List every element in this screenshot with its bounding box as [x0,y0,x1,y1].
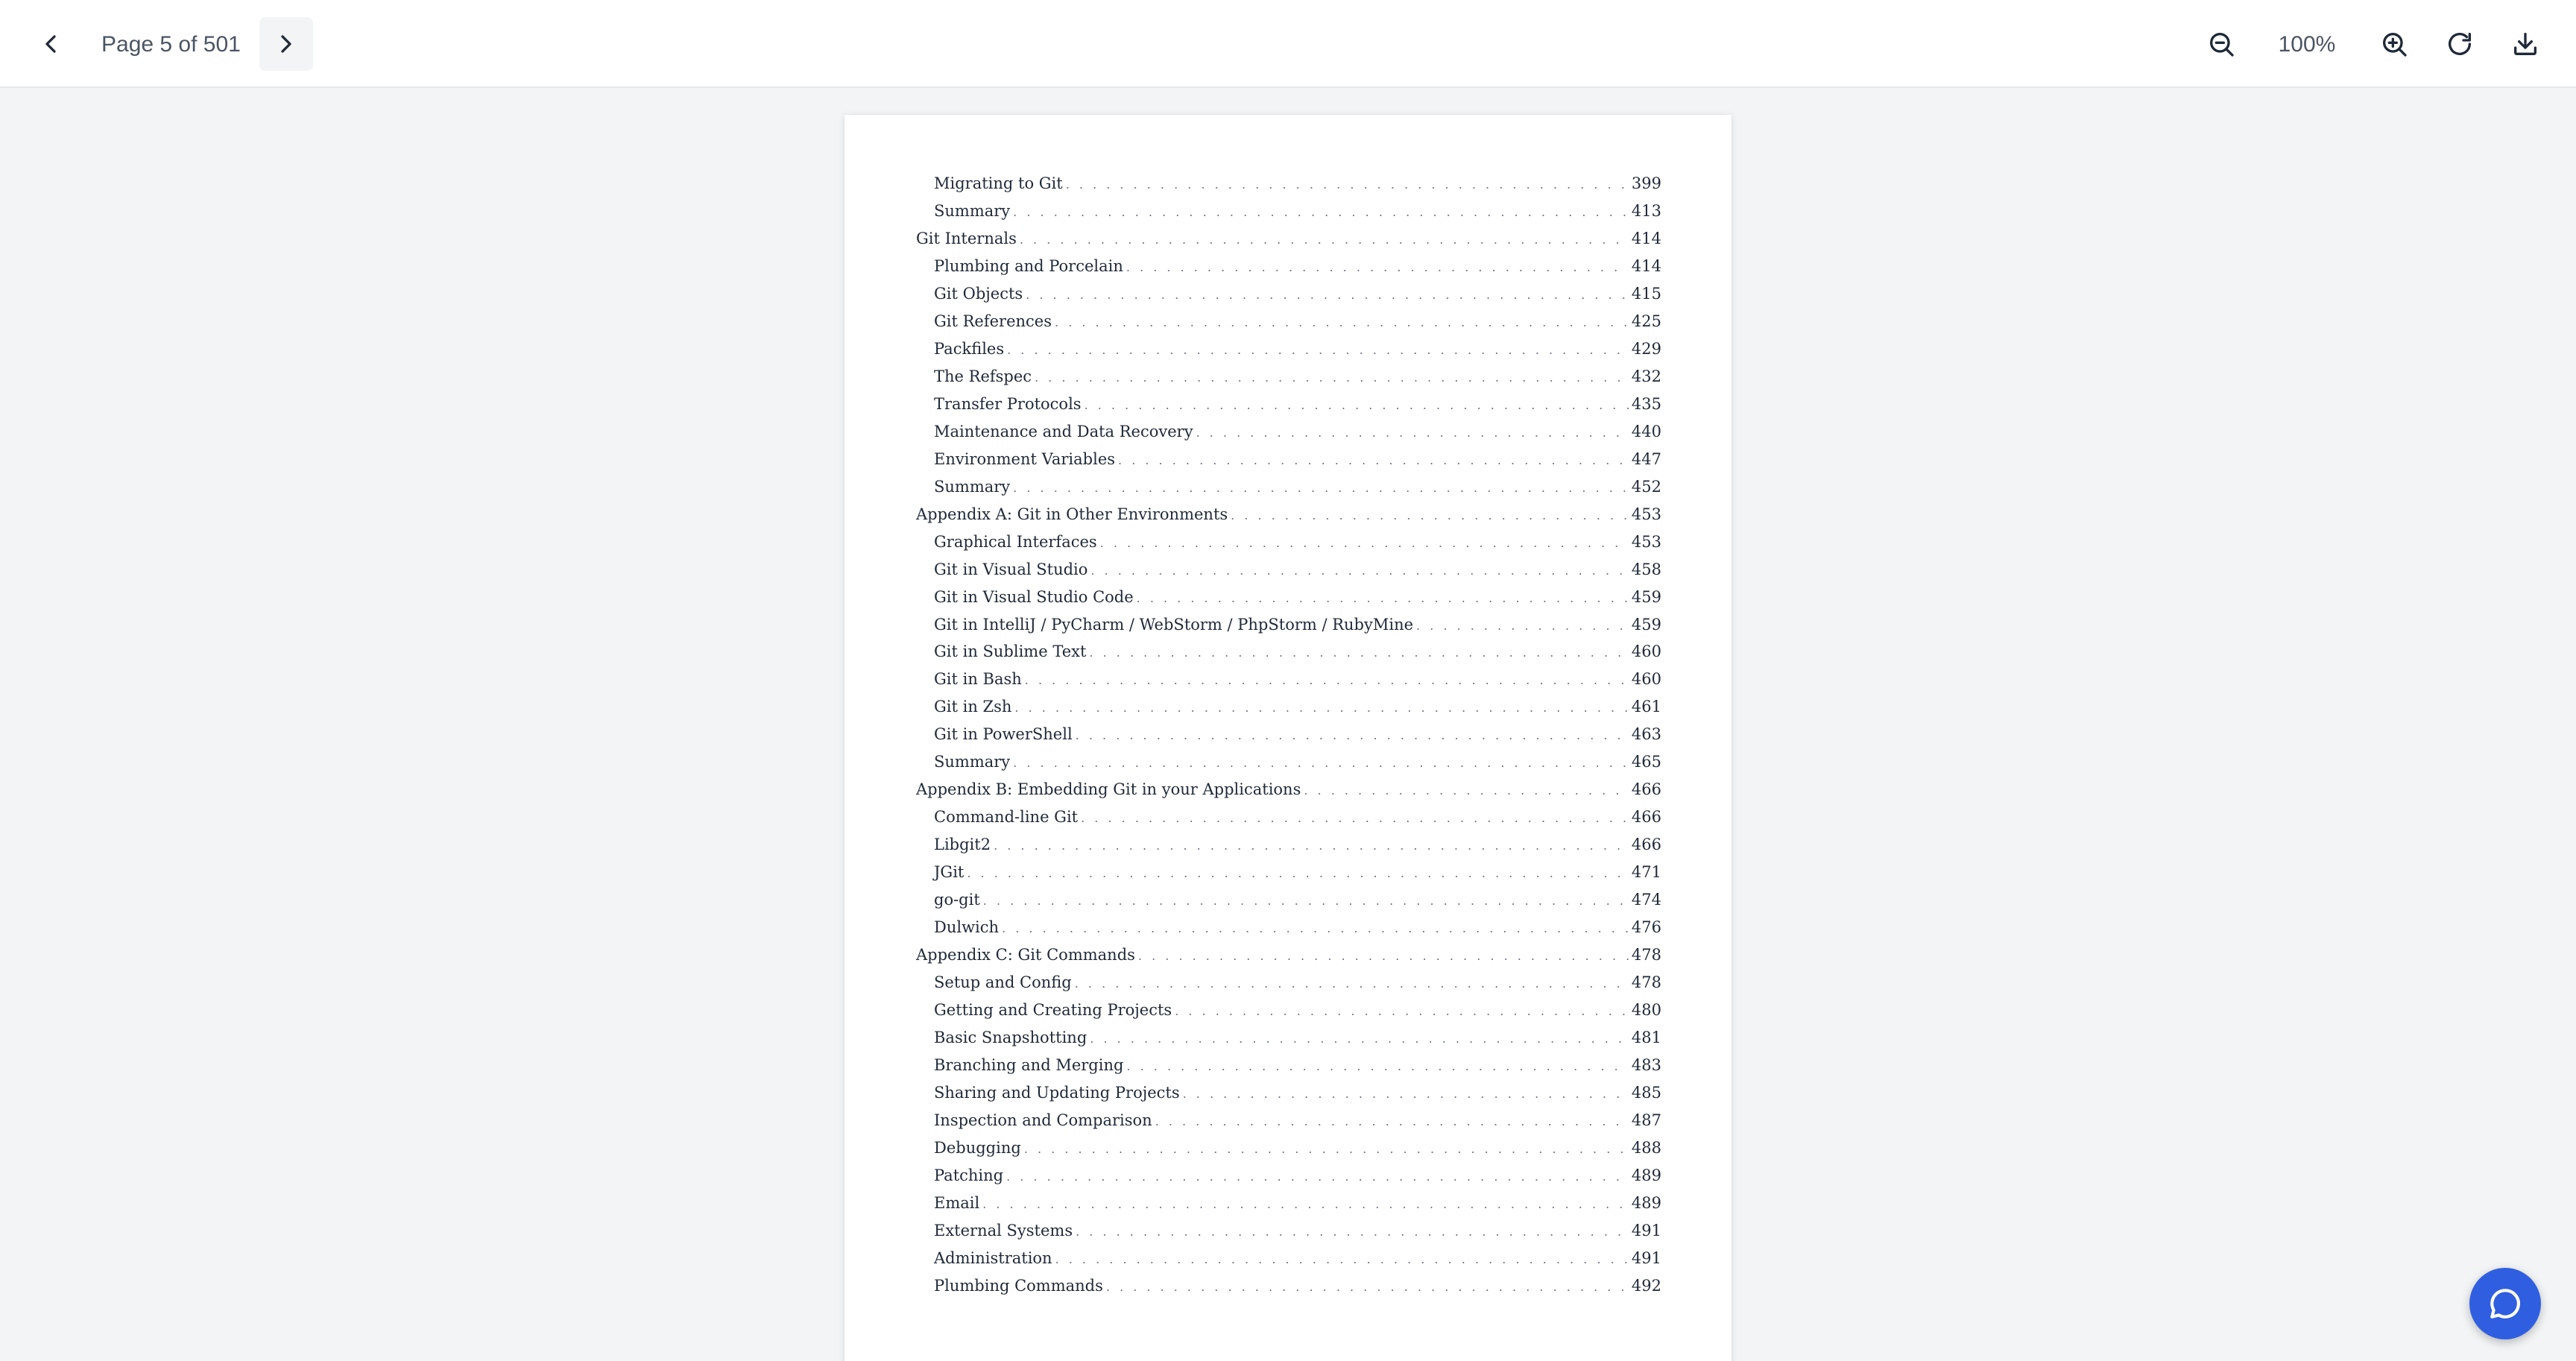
toc-leader-dots [1155,1108,1629,1136]
toc-leader-dots [1014,695,1628,722]
toc-leader-dots [1020,227,1629,254]
toc-entry-title: Packfiles [934,339,1005,358]
toc-entry-title: Git in Visual Studio Code [934,587,1134,606]
toc-entry-page: 399 [1631,174,1661,192]
toc-entry[interactable] [916,941,1661,969]
chevron-right-icon [271,29,301,59]
toc-entry-title: Dulwich [934,918,1000,937]
toc-leader-dots [1076,722,1629,750]
toc-entry-page: 461 [1631,698,1661,716]
toc-entry-page: 488 [1631,1138,1661,1157]
toc-entry-title: Administration [934,1248,1052,1267]
toc-entry-title: The Refspec [934,367,1032,385]
toc-entry-title: Git in Bash [934,670,1022,689]
toc-entry-title: Inspection and Comparison [934,1111,1152,1129]
pdf-toolbar [0,0,2576,88]
toc-entry[interactable] [916,1217,1661,1245]
toc-leader-dots [1002,915,1629,943]
toc-entry[interactable] [916,335,1661,363]
toc-entry-page: 480 [1631,1001,1661,1020]
toc-entry-title: Sharing and Updating Projects [934,1083,1180,1102]
pdf-page [845,115,1731,1361]
toc-entry[interactable] [916,666,1661,693]
toc-leader-dots [1066,171,1629,199]
toc-entry-page: 466 [1631,780,1661,799]
toc-entry-page: 458 [1631,560,1661,578]
toc-entry-title: Git in PowerShell [934,725,1073,744]
download-icon [2510,29,2540,59]
toc-leader-dots [1089,640,1628,667]
toc-entry[interactable] [916,501,1661,528]
toc-entry-title: Branching and Merging [934,1056,1124,1074]
toc-leader-dots [1090,1026,1629,1053]
toc-leader-dots [1231,502,1629,530]
toc-entry[interactable] [916,556,1661,584]
toc-entry[interactable] [916,253,1661,280]
toc-entry[interactable] [916,693,1661,721]
toc-entry-title: External Systems [934,1221,1073,1240]
toc-entry-title: Libgit2 [934,836,991,854]
toc-entry-page: 463 [1631,725,1661,744]
download-button[interactable] [2498,17,2552,71]
toc-entry-title: Summary [934,477,1011,496]
toc-entry[interactable] [916,914,1661,941]
toc-entry-page: 425 [1631,312,1661,330]
toc-entry-title: Transfer Protocols [934,394,1082,413]
toc-leader-dots [982,1191,1629,1219]
chat-button[interactable] [2469,1268,2541,1339]
toc-entry-title: go-git [934,891,980,909]
toc-entry[interactable] [916,886,1661,914]
toc-entry-page: 447 [1631,449,1661,468]
zoom-level: 100% [2278,32,2336,57]
toc-entry-page: 487 [1631,1111,1661,1129]
toc-leader-dots [983,888,1629,915]
toc-entry[interactable] [916,584,1661,611]
toc-entry-title: Getting and Creating Projects [934,1001,1172,1020]
toc-entry[interactable] [916,528,1661,556]
toc-leader-dots [1055,1246,1629,1274]
toc-entry-page: 415 [1631,284,1661,303]
toc-leader-dots [1090,558,1629,585]
toc-entry-page: 453 [1631,505,1661,523]
toc-leader-dots [1055,309,1629,337]
toc-entry[interactable] [916,748,1661,776]
toc-leader-dots [1100,530,1629,558]
toc-entry[interactable] [916,969,1661,997]
toc-entry-title: Git in IntelliJ / PyCharm / WebStorm / PhpStorm / RubyMine [934,615,1414,634]
toc-entry-title: Git in Sublime Text [934,642,1087,661]
toc-leader-dots [1175,998,1629,1026]
toc-entry-title: Command-line Git [934,808,1079,827]
toc-entry-title: Appendix A: Git in Other Environments [916,505,1228,523]
toc-leader-dots [1035,364,1629,392]
toc-entry-title: Plumbing Commands [934,1276,1103,1295]
toc-entry-page: 474 [1631,891,1661,909]
toc-leader-dots [1304,777,1629,805]
toc-entry[interactable] [916,363,1661,391]
toc-entry-title: Appendix C: Git Commands [916,946,1135,964]
chat-bubble-icon [2487,1285,2524,1322]
toc-entry-page: 440 [1631,422,1661,440]
rotate-button[interactable] [2433,17,2487,71]
toc-entry-page: 459 [1631,615,1661,634]
toc-leader-dots [1076,1219,1629,1246]
toc-entry-title: Patching [934,1166,1004,1184]
toc-entry-title: Graphical Interfaces [934,532,1097,551]
toc-entry[interactable] [916,1245,1661,1272]
toc-entry[interactable] [916,1190,1661,1217]
toc-leader-dots [1106,1274,1629,1301]
toc-entry[interactable] [916,198,1661,225]
toc-entry-page: 414 [1631,229,1661,247]
toc-leader-dots [994,833,1629,860]
toc-leader-dots [1137,585,1629,613]
toc-leader-dots [1007,337,1629,364]
toc-entry-page: 491 [1631,1221,1661,1240]
toc-entry-page: 471 [1631,863,1661,882]
toc-entry-page: 478 [1631,946,1661,964]
toc-entry[interactable] [916,776,1661,803]
toc-entry-title: Maintenance and Data Recovery [934,422,1193,440]
toc-entry-title: Git Internals [916,229,1017,247]
toc-entry-title: Setup and Config [934,973,1072,992]
toc-entry[interactable] [916,831,1661,859]
toc-entry-title: Environment Variables [934,449,1116,468]
toc-leader-dots [1416,613,1629,640]
toc-entry-page: 485 [1631,1083,1661,1102]
toc-entry-title: Git in Zsh [934,698,1012,716]
document-viewer[interactable] [0,88,2576,1361]
toc-entry-title: Migrating to Git [934,174,1063,192]
zoom-out-button[interactable] [2194,17,2248,71]
toc-entry-page: 460 [1631,642,1661,661]
toc-entry-title: Basic Snapshotting [934,1029,1087,1047]
toc-entry-title: Debugging [934,1138,1021,1157]
toc-entry-page: 466 [1631,836,1661,854]
toc-entry-page: 465 [1631,753,1661,771]
toc-entry-page: 466 [1631,808,1661,827]
toc-entry[interactable] [916,446,1661,473]
toc-entry[interactable] [916,611,1661,639]
toc-leader-dots [1075,970,1629,998]
toc-leader-dots [1024,1136,1629,1163]
toc-entry-page: 476 [1631,918,1661,937]
toc-entry-page: 481 [1631,1029,1661,1047]
toc-leader-dots [1085,392,1629,420]
toc-entry[interactable] [916,473,1661,501]
toc-entry-page: 492 [1631,1276,1661,1295]
toc-entry[interactable] [916,1024,1661,1052]
toc-entry[interactable] [916,1272,1661,1300]
chevron-left-icon [36,29,66,59]
toc-entry[interactable] [916,638,1661,666]
page-indicator: Page 5 of 501 [101,32,241,57]
table-of-contents [916,170,1661,1300]
toc-entry-title: Git Objects [934,284,1023,303]
toc-entry[interactable] [916,1079,1661,1107]
toc-leader-dots [1183,1081,1629,1108]
toc-entry[interactable] [916,859,1661,886]
toc-leader-dots [1126,254,1629,282]
toc-entry-page: 453 [1631,532,1661,551]
toc-entry-title: Summary [934,753,1011,771]
toc-entry[interactable] [916,1107,1661,1134]
toc-leader-dots [1196,420,1629,447]
toc-entry-title: Summary [934,201,1011,220]
toc-entry-page: 414 [1631,256,1661,275]
toc-entry[interactable] [916,1162,1661,1190]
toc-entry-page: 478 [1631,973,1661,992]
toc-entry[interactable] [916,418,1661,446]
toc-entry[interactable] [916,280,1661,308]
toc-entry-page: 429 [1631,339,1661,358]
toc-entry-page: 432 [1631,367,1661,385]
toc-entry-title: Appendix B: Embedding Git in your Applications [916,780,1301,799]
toc-entry[interactable] [916,997,1661,1024]
toc-entry-page: 460 [1631,670,1661,689]
toc-entry[interactable] [916,803,1661,831]
toc-leader-dots [1138,943,1629,970]
toc-leader-dots [1026,282,1629,309]
toc-entry-title: Git in Visual Studio [934,560,1088,578]
toc-leader-dots [1013,475,1629,502]
toc-entry-page: 491 [1631,1248,1661,1267]
toc-entry-page: 452 [1631,477,1661,496]
zoom-in-icon [2379,29,2409,59]
toc-entry-title: Plumbing and Porcelain [934,256,1123,275]
toc-entry[interactable] [916,225,1661,253]
toc-entry-page: 413 [1631,201,1661,220]
toc-leader-dots [1006,1163,1629,1191]
toc-leader-dots [1081,805,1629,833]
toc-entry[interactable] [916,170,1661,198]
toc-leader-dots [1025,667,1629,695]
toc-entry[interactable] [916,308,1661,335]
zoom-in-button[interactable] [2367,17,2421,71]
toc-entry-page: 489 [1631,1166,1661,1184]
toc-leader-dots [1013,750,1629,777]
toc-leader-dots [967,860,1629,888]
toc-leader-dots [1118,447,1629,475]
zoom-out-icon [2206,29,2236,59]
toc-entry-title: Git References [934,312,1052,330]
toc-entry[interactable] [916,1052,1661,1079]
toc-leader-dots [1013,199,1629,227]
toc-entry-page: 483 [1631,1056,1661,1074]
toc-entry-title: JGit [934,863,965,882]
prev-page-button[interactable] [24,17,78,71]
rotate-icon [2445,29,2475,59]
toc-entry-page: 489 [1631,1193,1661,1212]
toc-entry[interactable] [916,721,1661,748]
toc-entry[interactable] [916,1134,1661,1162]
toc-entry-page: 435 [1631,394,1661,413]
toc-entry-title: Email [934,1193,980,1212]
toc-entry[interactable] [916,391,1661,418]
next-page-button[interactable] [259,17,313,71]
toc-entry-page: 459 [1631,587,1661,606]
toc-leader-dots [1126,1053,1628,1081]
